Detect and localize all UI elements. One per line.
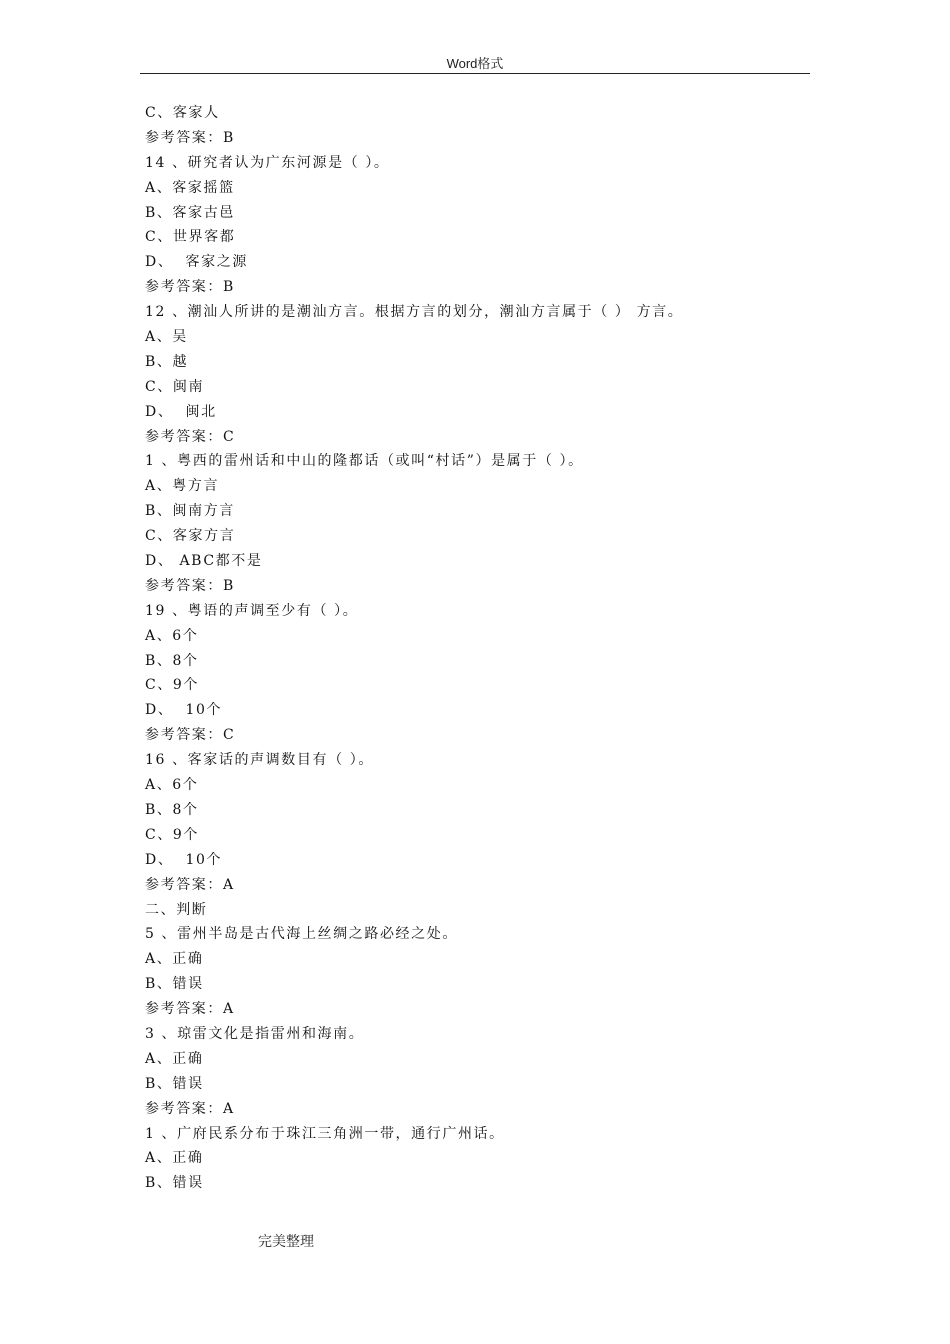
text-line: 3 、琼雷文化是指雷州和海南。 (145, 1025, 365, 1042)
text-line: C、9个 (145, 677, 200, 694)
text-line: D、 闽北 (145, 403, 217, 420)
text-line: C、世界客都 (145, 229, 236, 246)
page-header (140, 56, 810, 74)
text-line: 16 、客家话的声调数目有（ ）。 (145, 752, 374, 769)
text-line: D、 10个 (145, 851, 223, 868)
text-line: B、8个 (145, 801, 199, 818)
text-line: 参考答案：B (145, 279, 235, 296)
text-line: 参考答案：B (145, 129, 235, 146)
text-line: D、 客家之源 (145, 254, 248, 271)
text-line: 5 、雷州半岛是古代海上丝绸之路必经之处。 (145, 926, 458, 943)
text-line: A、粤方言 (145, 478, 220, 495)
text-line: B、错误 (145, 1075, 204, 1092)
text-line: C、客家人 (145, 105, 220, 121)
text-line: A、吴 (145, 329, 188, 346)
document-body (145, 101, 805, 1196)
text-line: 19 、粤语的声调至少有（ ）。 (145, 602, 359, 619)
text-line: 参考答案：C (145, 727, 236, 744)
text-line: A、正确 (145, 1050, 204, 1067)
text-line: A、正确 (145, 1150, 204, 1167)
header-title: Word格式 (446, 56, 504, 71)
text-line: D、 10个 (145, 702, 223, 719)
footer-text: 完美整理 (258, 1234, 314, 1250)
text-line: B、错误 (145, 1175, 204, 1192)
text-line: 参考答案：A (145, 876, 235, 893)
text-line: C、9个 (145, 826, 200, 843)
text-line: B、闽南方言 (145, 503, 235, 520)
text-line: B、越 (145, 353, 189, 370)
text-line: A、6个 (145, 627, 199, 644)
text-line: B、错误 (145, 976, 204, 993)
text-line: 1 、广府民系分布于珠江三角洲一带，通行广州话。 (145, 1125, 505, 1142)
text-line: 参考答案：C (145, 428, 236, 445)
page-footer (258, 1232, 314, 1252)
text-line: 14 、研究者认为广东河源是（ ）。 (145, 154, 390, 171)
text-line: 二、判断 (145, 901, 208, 918)
text-line: A、正确 (145, 951, 204, 968)
text-line: B、客家古邑 (145, 204, 235, 221)
text-line: A、客家摇篮 (145, 179, 235, 196)
text-line: C、闽南 (145, 378, 205, 395)
text-line: C、客家方言 (145, 528, 236, 545)
text-line: 12 、潮汕人所讲的是潮汕方言。根据方言的划分，潮汕方言属于（ ） 方言。 (145, 304, 684, 321)
text-line: 参考答案：B (145, 577, 235, 594)
text-line: B、8个 (145, 652, 199, 669)
text-line: A、6个 (145, 777, 199, 794)
text-line: 参考答案：A (145, 1001, 235, 1018)
text-line: 参考答案：A (145, 1100, 235, 1117)
text-line: D、 ABC都不是 (145, 553, 263, 570)
text-line: 1 、粤西的雷州话和中山的隆都话（或叫“村话”）是属于（ ）。 (145, 453, 584, 470)
